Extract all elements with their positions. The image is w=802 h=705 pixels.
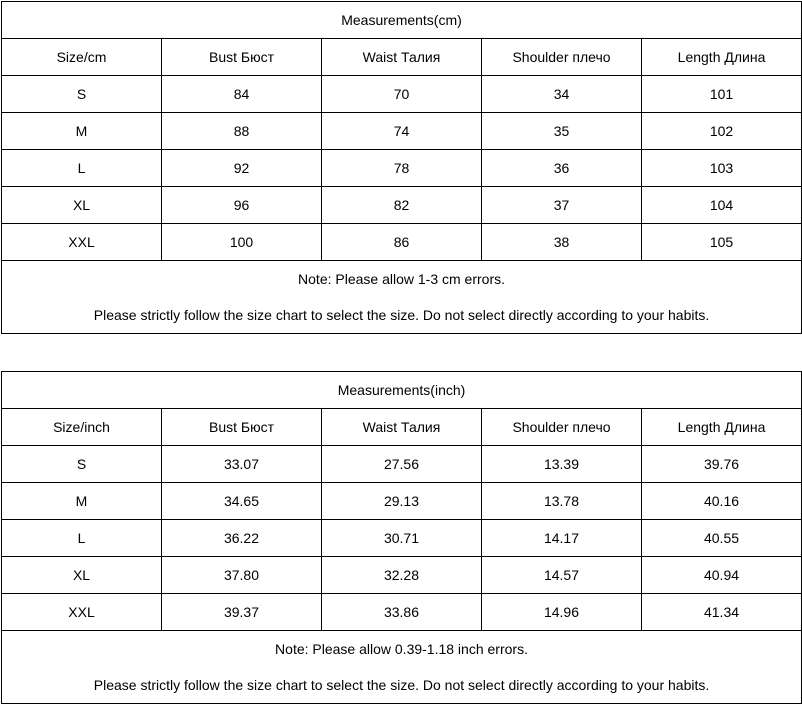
table-cell: 101	[642, 76, 802, 113]
column-header: Length Длина	[642, 409, 802, 446]
table-row	[2, 446, 802, 483]
table-cell: L	[2, 150, 162, 187]
table-cell: 34	[482, 76, 642, 113]
table-cell: 92	[162, 150, 322, 187]
table-cell: 14.96	[482, 594, 642, 631]
table-row	[2, 594, 802, 631]
size-table-inch	[1, 371, 802, 704]
table-cell: 37.80	[162, 557, 322, 594]
table-cell: 88	[162, 113, 322, 150]
table-cell: 103	[642, 150, 802, 187]
size-instruction: Please strictly follow the size chart to select the size. Do not select directly according to your habits.	[93, 677, 710, 693]
table-cell: 14.57	[482, 557, 642, 594]
table-cell: 38	[482, 224, 642, 261]
table-cell: 36.22	[162, 520, 322, 557]
table-row	[2, 187, 802, 224]
table-cell: 74	[322, 113, 482, 150]
table-cell: XL	[2, 187, 162, 224]
table-cell: 41.34	[642, 594, 802, 631]
table-cell: 29.13	[322, 483, 482, 520]
table-cell: 33.86	[322, 594, 482, 631]
table-cell: 40.94	[642, 557, 802, 594]
header-row	[2, 409, 802, 446]
table-row	[2, 150, 802, 187]
table-cell: 34.65	[162, 483, 322, 520]
column-header: Length Длина	[642, 39, 802, 76]
size-table-cm	[1, 1, 802, 334]
table-row	[2, 483, 802, 520]
table-cell: 78	[322, 150, 482, 187]
error-note: Note: Please allow 1-3 cm errors.	[298, 271, 505, 287]
table-cell: S	[2, 76, 162, 113]
notes-cell	[2, 261, 802, 334]
error-note: Note: Please allow 0.39-1.18 inch errors.	[275, 641, 528, 657]
table-cell: 13.39	[482, 446, 642, 483]
column-header: Bust Бюст	[162, 39, 322, 76]
table-cell: 96	[162, 187, 322, 224]
table-cell: XL	[2, 557, 162, 594]
table-cell: 13.78	[482, 483, 642, 520]
table-cell: 39.37	[162, 594, 322, 631]
table-row	[2, 520, 802, 557]
table-cell: 84	[162, 76, 322, 113]
column-header: Waist Талия	[322, 409, 482, 446]
table-cell: 32.28	[322, 557, 482, 594]
column-header: Size/inch	[2, 409, 162, 446]
column-header: Bust Бюст	[162, 409, 322, 446]
notes-cell	[2, 631, 802, 704]
table-cell: M	[2, 113, 162, 150]
table-row	[2, 557, 802, 594]
column-header: Shoulder плечо	[482, 409, 642, 446]
table-cell: L	[2, 520, 162, 557]
table-cell: 36	[482, 150, 642, 187]
column-header: Waist Талия	[322, 39, 482, 76]
size-chart-inch	[1, 371, 801, 704]
table-cell: 35	[482, 113, 642, 150]
table-cell: 37	[482, 187, 642, 224]
table-cell: 33.07	[162, 446, 322, 483]
table-cell: 27.56	[322, 446, 482, 483]
table-cell: M	[2, 483, 162, 520]
table-cell: 86	[322, 224, 482, 261]
table-cell: 100	[162, 224, 322, 261]
table-title: Measurements(cm)	[2, 2, 802, 39]
table-cell: 105	[642, 224, 802, 261]
table-cell: 39.76	[642, 446, 802, 483]
column-header: Size/cm	[2, 39, 162, 76]
table-cell: 70	[322, 76, 482, 113]
table-cell: S	[2, 446, 162, 483]
table-cell: XXL	[2, 224, 162, 261]
table-cell: 30.71	[322, 520, 482, 557]
column-header: Shoulder плечо	[482, 39, 642, 76]
header-row	[2, 39, 802, 76]
table-row	[2, 224, 802, 261]
table-row	[2, 113, 802, 150]
size-instruction: Please strictly follow the size chart to select the size. Do not select directly according to your habits.	[93, 307, 710, 323]
table-cell: XXL	[2, 594, 162, 631]
size-chart-cm	[1, 1, 801, 334]
table-cell: 104	[642, 187, 802, 224]
table-cell: 102	[642, 113, 802, 150]
table-cell: 40.55	[642, 520, 802, 557]
table-row	[2, 76, 802, 113]
table-cell: 40.16	[642, 483, 802, 520]
table-cell: 82	[322, 187, 482, 224]
table-cell: 14.17	[482, 520, 642, 557]
table-title: Measurements(inch)	[2, 372, 802, 409]
